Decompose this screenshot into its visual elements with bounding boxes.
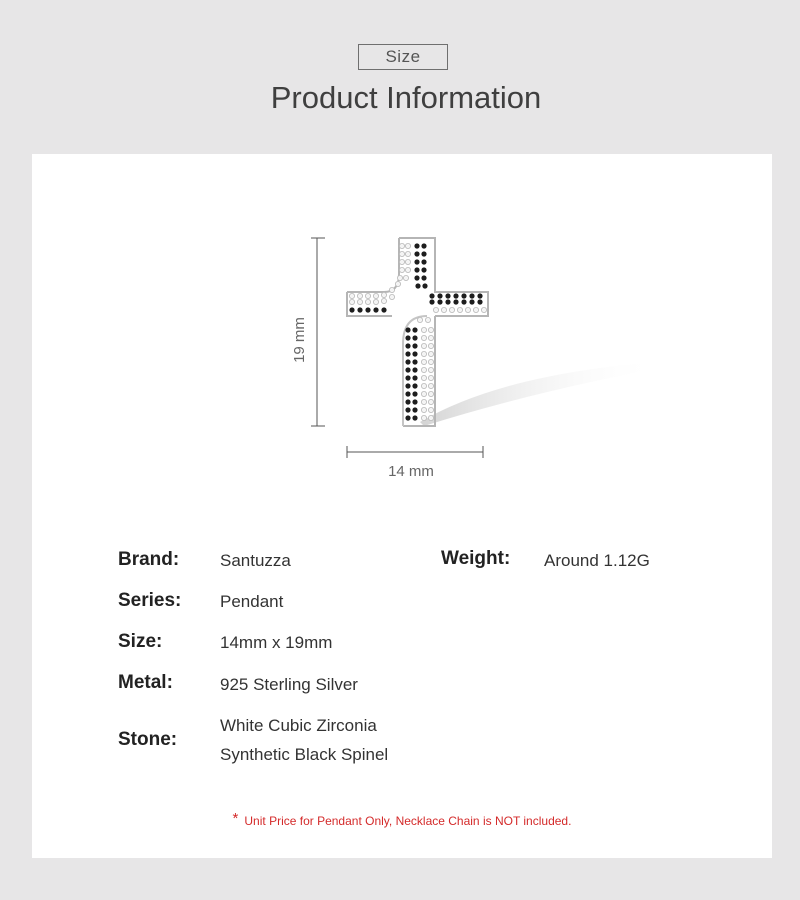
brand-value: Santuzza bbox=[220, 551, 291, 570]
height-dimension-line bbox=[311, 238, 325, 426]
pendant-shadow bbox=[420, 362, 660, 426]
size-label: Size: bbox=[118, 631, 163, 652]
page-title: Product Information bbox=[270, 80, 542, 115]
width-dimension-line bbox=[347, 446, 483, 458]
stone-value-line1: White Cubic Zirconia bbox=[220, 716, 377, 735]
metal-value: 925 Sterling Silver bbox=[220, 675, 358, 694]
chain-not-included-note bbox=[32, 810, 772, 828]
product-image bbox=[32, 154, 772, 494]
metal-label: Metal: bbox=[118, 672, 173, 693]
series-value: Pendant bbox=[220, 592, 284, 611]
note-text: Unit Price for Pendant Only, Necklace Chain is NOT included. bbox=[244, 814, 572, 828]
series-label: Series: bbox=[118, 590, 182, 611]
brand-label: Brand: bbox=[118, 549, 180, 570]
weight-value: Around 1.12G bbox=[544, 551, 650, 570]
weight-label: Weight: bbox=[441, 548, 511, 569]
stone-value-line2: Synthetic Black Spinel bbox=[220, 745, 389, 764]
width-label: 14 mm bbox=[388, 463, 434, 480]
stone-label: Stone: bbox=[118, 729, 178, 750]
size-value: 14mm x 19mm bbox=[220, 633, 333, 652]
note-asterisk: * bbox=[232, 810, 239, 827]
cross-pendant bbox=[347, 238, 488, 426]
size-badge: Size bbox=[358, 44, 448, 70]
height-label: 19 mm bbox=[291, 317, 308, 363]
product-card bbox=[32, 154, 772, 858]
